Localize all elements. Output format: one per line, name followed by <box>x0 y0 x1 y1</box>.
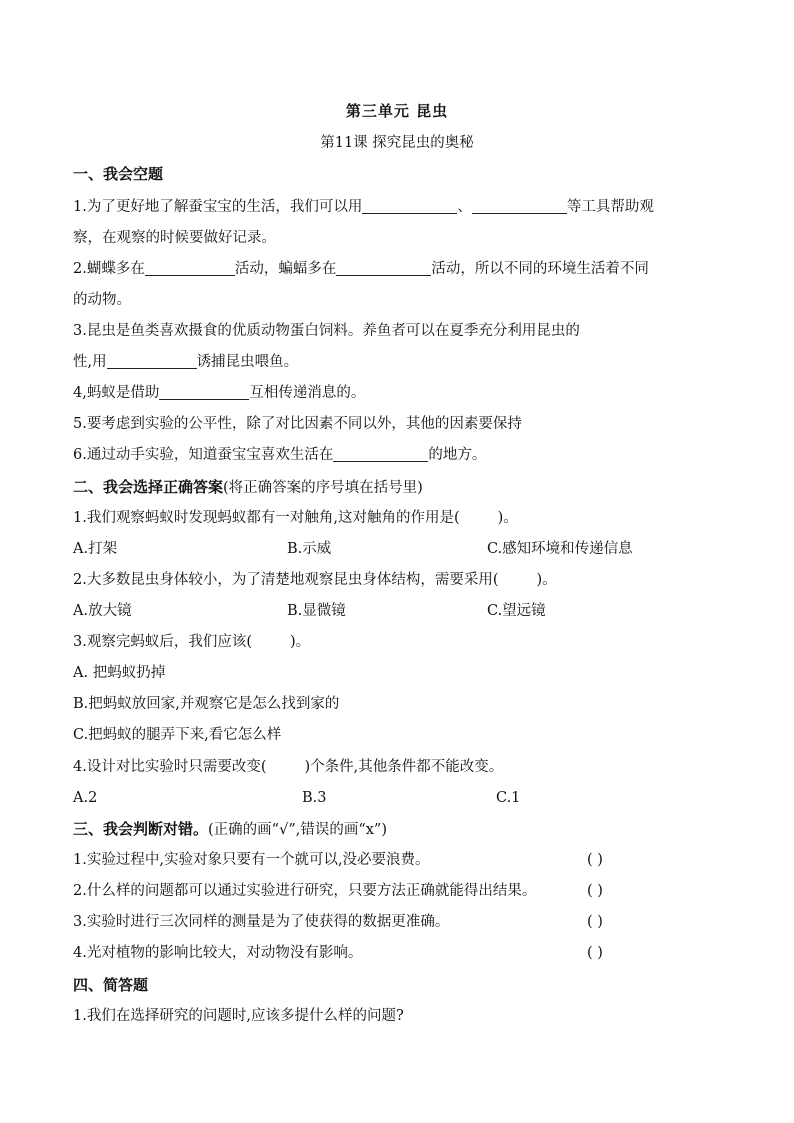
section3-note: (正确的画“√”,错误的画“x”) <box>208 822 388 838</box>
s2-q2-option-c: C.望远镜 <box>487 603 546 619</box>
s2-q1-option-b: B.示威 <box>287 541 332 557</box>
s1-question-1-cont: 察，在观察的时候要做好记录。 <box>73 230 276 246</box>
s2-q4-option-a: A.2 <box>73 790 98 806</box>
section4-heading: 四、简答题 <box>73 976 149 994</box>
s2-q3-option-c: C.把蚂蚁的腿弄下来,看它怎么样 <box>73 727 282 743</box>
s1-question-6: 6.通过动手实验，知道蚕宝宝喜欢生活在 的地方。 <box>73 447 487 463</box>
s2-q3-option-a: A. 把蚂蚁扔掉 <box>73 665 166 681</box>
s1-question-4: 4,蚂蚁是借助 互相传递消息的。 <box>73 385 366 401</box>
section2-heading: 二、我会选择正确答案 <box>73 478 224 496</box>
s2-q3-option-b: B.把蚂蚁放回家,并观察它是怎么找到家的 <box>73 696 340 712</box>
answer-blank[interactable] <box>333 445 428 462</box>
answer-blank[interactable] <box>107 352 197 369</box>
s3-item-4: 4.光对植物的影响比较大，对动物没有影响。 <box>73 945 363 961</box>
s1-question-2-cont: 的动物。 <box>73 292 131 308</box>
section2-heading-row <box>73 476 423 499</box>
s3-item-3: 3.实验时进行三次同样的测量是为了使获得的数据更准确。 <box>73 914 450 930</box>
s3-item-2: 2.什么样的问题都可以通过实验进行研究，只要方法正确就能得出结果。 <box>73 883 537 899</box>
answer-blank[interactable] <box>159 383 249 400</box>
answer-blank[interactable] <box>362 197 457 214</box>
s4-question-1: 1.我们在选择研究的问题时,应该多提什么样的问题? <box>73 1008 404 1024</box>
s1-question-2: 2.蝴蝶多在 活动，蝙蝠多在 活动，所以不同的环境生活着不同 <box>73 261 649 277</box>
unit-title: 第三单元 昆虫 <box>345 102 449 120</box>
s1-question-5: 5.要考虑到实验的公平性，除了对比因素不同以外，其他的因素要保持 <box>73 416 522 432</box>
s1-question-1: 1.为了更好地了解蚕宝宝的生活，我们可以用 、 等工具帮助观 <box>73 199 654 215</box>
section3-heading: 三、我会判断对错。 <box>73 820 209 838</box>
s2-q1-option-c: C.感知环境和传递信息 <box>487 541 633 557</box>
s2-question-4: 4.设计对比实验时只需要改变( )个条件,其他条件都不能改变。 <box>73 759 504 775</box>
answer-blank[interactable] <box>336 259 431 276</box>
s2-question-1: 1.我们观察蚂蚁时发现蚂蚁都有一对触角,这对触角的作用是( )。 <box>73 510 518 526</box>
judge-paren[interactable]: ( ) <box>587 945 603 961</box>
section1-heading: 一、我会空题 <box>73 165 164 183</box>
section3-heading-row <box>73 818 387 841</box>
s1-question-3: 3.昆虫是鱼类喜欢摄食的优质动物蛋白饲料。养鱼者可以在夏季充分利用昆虫的 <box>73 323 580 339</box>
judge-paren[interactable]: ( ) <box>587 883 603 899</box>
s2-q2-option-a: A.放大镜 <box>73 603 132 619</box>
lesson-title: 第11课 探究昆虫的奥秘 <box>320 135 474 151</box>
s3-item-1: 1.实验过程中,实验对象只要有一个就可以,没必要浪费。 <box>73 852 430 868</box>
s2-q4-option-b: B.3 <box>302 790 327 806</box>
s2-q4-option-c: C.1 <box>496 790 521 806</box>
s2-q1-option-a: A.打架 <box>73 541 118 557</box>
s2-question-2: 2.大多数昆虫身体较小，为了清楚地观察昆虫身体结构，需要采用( )。 <box>73 572 557 588</box>
s1-question-3-cont: 性,用 诱捕昆虫喂鱼。 <box>73 354 299 370</box>
judge-paren[interactable]: ( ) <box>587 852 603 868</box>
s2-question-3: 3.观察完蚂蚁后，我们应该( )。 <box>73 634 311 650</box>
s2-q2-option-b: B.显微镜 <box>287 603 346 619</box>
section2-note: (将正确答案的序号填在括号里) <box>223 480 423 496</box>
answer-blank[interactable] <box>472 197 567 214</box>
judge-paren[interactable]: ( ) <box>587 914 603 930</box>
answer-blank[interactable] <box>145 259 235 276</box>
